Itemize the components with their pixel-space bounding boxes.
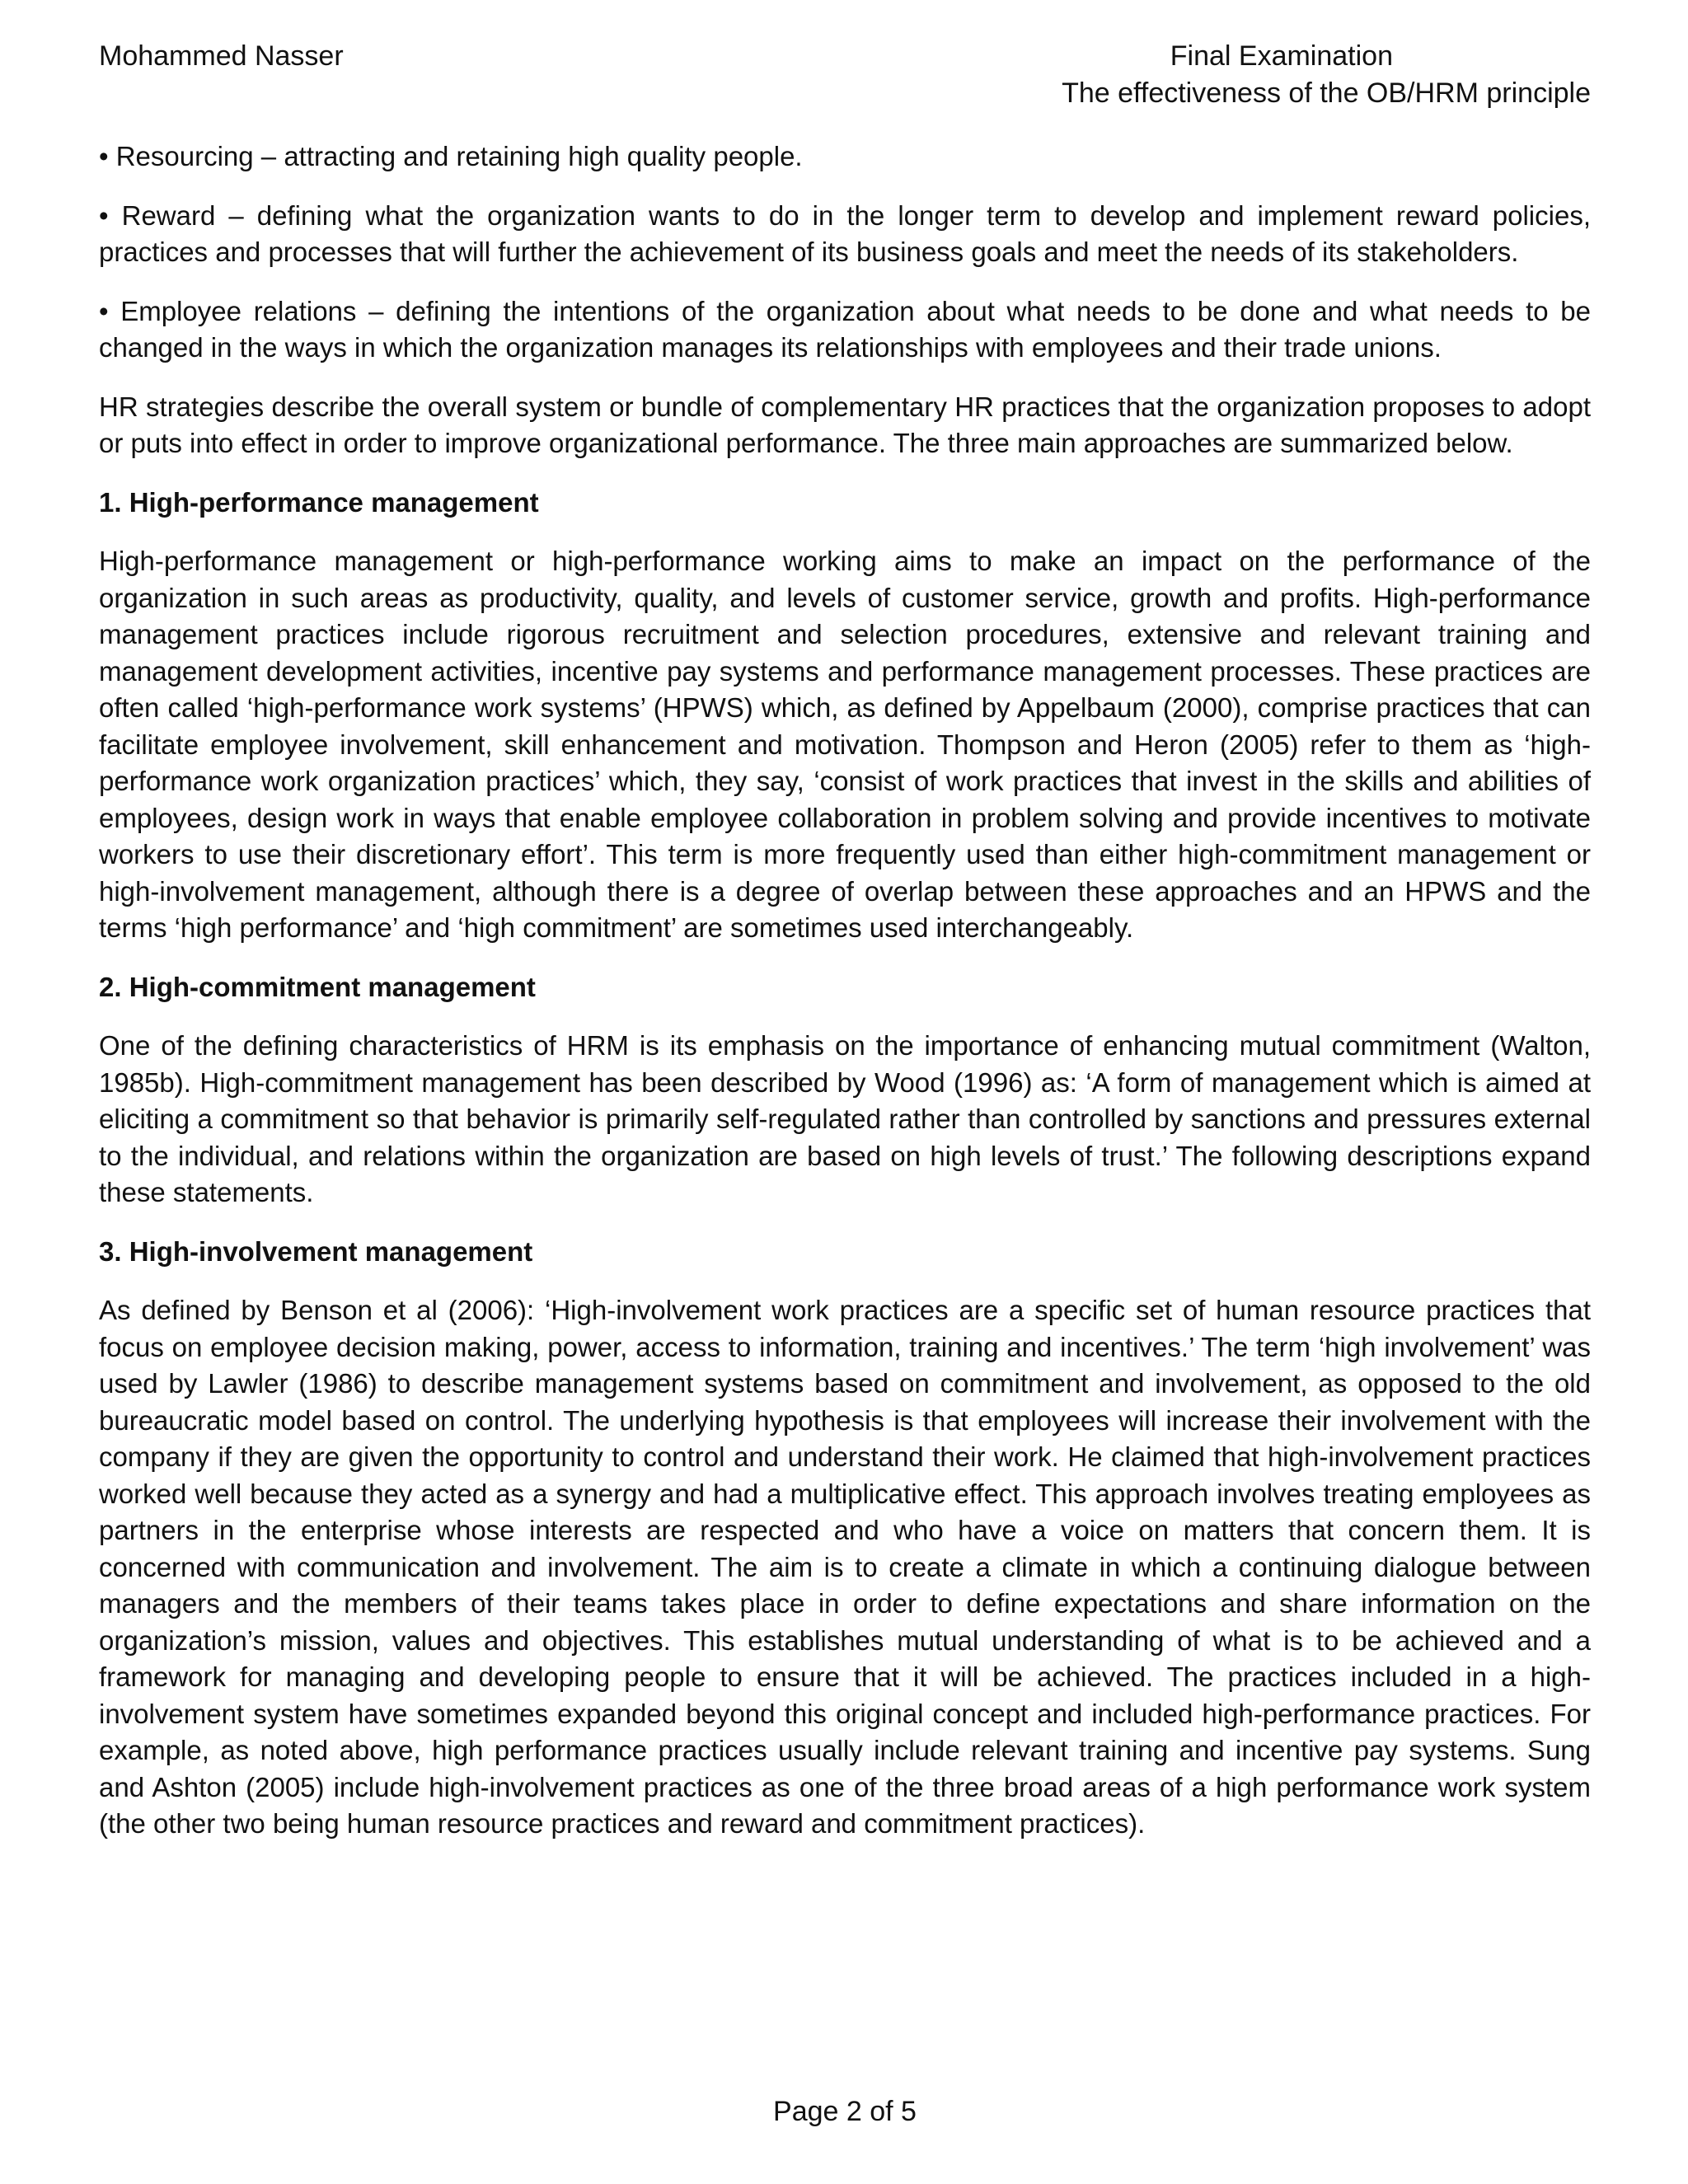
- section-body-high-involvement: As defined by Benson et al (2006): ‘High-involvement work practices are a specific set of human resource practices that focus on employee decision making, power, access to information, training and incentives.’ The term ‘high involvement’ was used by Lawler (1986) to describe management systems based on commitment and involvement, as opposed to the old bureaucratic model based on control. The underlying hypothesis is that employees will increase their involvement with the company if they are given the opportunity to control and understand their work. He claimed that high-involvement practices worked well because they acted as a synergy and had a multiplicative effect. This approach involves treating employees as partners in the enterprise whose interests are respected and who have a voice on matters that concern them. It is concerned with communication and involvement. The aim is to create a climate in which a continuing dialogue between managers and the members of their teams takes place in order to define expectations and share information on the organization’s mission, values and objectives. This establishes mutual understanding of what is to be achieved and a framework for managing and developing people to ensure that it will be achieved. The practices included in a high-involvement system have sometimes expanded beyond this original concept and included high-performance practices. For example, as noted above, high performance practices usually include relevant training and incentive pay systems. Sung and Ashton (2005) include high-involvement practices as one of the three broad areas of a high performance work system (the other two being human resource practices and reward and commitment practices).: [99, 1295, 1591, 1839]
- section-body-high-commitment: One of the defining characteristics of HRM is its emphasis on the importance of enhancing mutual commitment (Walton, 1985b). High-commitment management has been described by Wood (1996) as: ‘A form of management which is aimed at eliciting a commitment so that behavior is primarily self-regulated rather than controlled by sanctions and pressures external to the individual, and relations within the organization are based on high levels of trust.’ The following descriptions expand these statements.: [99, 1030, 1591, 1207]
- intro-paragraph: HR strategies describe the overall system or bundle of complementary HR practices that the organization proposes to adopt or puts into effect in order to improve organizational performance. The three main approaches are summarized below.: [99, 391, 1591, 458]
- section-heading-high-commitment: 2. High-commitment management: [99, 971, 536, 1002]
- bullet-employee-relations: • Employee relations – defining the intentions of the organization about what needs to be done and what needs to be changed in the ways in which the organization manages its relationships with employees and their trade unions.: [99, 295, 1591, 363]
- section-body-high-performance: High-performance management or high-performance working aims to make an impact on the performance of the organization in such areas as productivity, quality, and levels of customer service, growth and profits. High-performance management practices include rigorous recruitment and selection procedures, extensive and relevant training and management development activities, incentive pay systems and performance management processes. These practices are often called ‘high-performance work systems’ (HPWS) which, as defined by Appelbaum (2000), comprise practices that can facilitate employee involvement, skill enhancement and motivation. Thompson and Heron (2005) refer to them as ‘high-performance work organization practices’ which, they say, ‘consist of work practices that invest in the skills and abilities of employees, design work in ways that enable employee collaboration in problem solving and provide incentives to motivate workers to use their discretionary effort’. This term is more frequently used than either high-commitment management or high-involvement management, although there is a degree of overlap between these approaches and an HPWS and the terms ‘high performance’ and ‘high commitment’ are sometimes used interchangeably.: [99, 546, 1591, 943]
- page-number: Page 2 of 5: [773, 2096, 917, 2127]
- page-footer: [99, 2093, 1591, 2130]
- bullet-reward: • Reward – defining what the organization wants to do in the longer term to develop and implement reward policies, practices and processes that will further the achievement of its business goals and meet the needs of its stakeholders.: [99, 199, 1591, 267]
- exam-subtitle: The effectiveness of the OB/HRM principle: [1062, 77, 1591, 109]
- bullet-resourcing: • Resourcing – attracting and retaining high quality people.: [99, 141, 803, 171]
- document-body: [99, 138, 1591, 1843]
- section-heading-high-involvement: 3. High-involvement management: [99, 1235, 533, 1267]
- page-header: [99, 33, 1591, 111]
- header-right-block: [1062, 38, 1591, 112]
- author-name: Mohammed Nasser: [99, 40, 344, 72]
- document-page: [99, 33, 1591, 2151]
- exam-title: Final Examination: [1170, 40, 1393, 72]
- section-heading-high-performance: 1. High-performance management: [99, 486, 539, 518]
